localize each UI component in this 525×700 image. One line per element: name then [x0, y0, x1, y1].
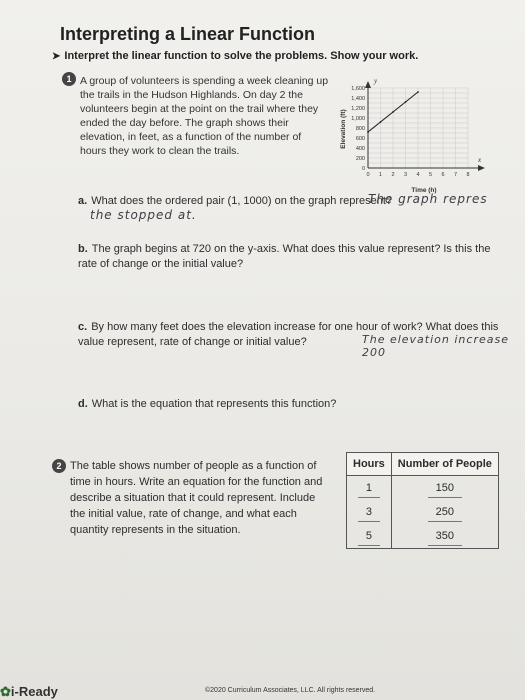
question-d-letter: d. [78, 398, 88, 410]
table-cell-people: 250 [391, 500, 498, 524]
y-tick-labels [351, 86, 365, 172]
question-c-text: By how many feet does the elevation increase for one hour of work? What does this value represent, rate of change or initial value? [78, 321, 499, 348]
x-tick-label: 8 [466, 172, 470, 178]
question-a [78, 194, 392, 209]
copyright-text: ©2020 Curriculum Associates, LLC. All rights reserved. [205, 687, 376, 694]
subtitle-text: Interpret the linear function to solve the problems. Show your work. [64, 50, 419, 62]
x-axis-label: Time (h) [411, 187, 437, 194]
problem-number-badge: 2 [52, 459, 66, 473]
table-row [347, 500, 499, 524]
x-axis-arrow-icon [478, 165, 485, 171]
question-c-letter: c. [78, 321, 88, 333]
question-a-text: What does the ordered pair (1, 1000) on the graph represent? [91, 195, 393, 207]
table-header-people: Number of People [391, 453, 498, 476]
y-tick-label: 1,400 [351, 96, 365, 102]
handwritten-answer-a: The graph repres [368, 192, 488, 206]
data-point [405, 101, 407, 103]
problem2-text: The table shows number of people as a function of time in hours. Write an equation for the function and describe a situation that it could represent. Include the initial value, rate of change, and what each quantity represents in the situation. [70, 460, 323, 536]
table-cell-hours: 1 [347, 476, 392, 501]
handwritten-answer-c: The elevation increase 200 [362, 333, 509, 359]
data-point [367, 131, 369, 133]
graph-grid [368, 88, 468, 168]
problem-number-badge: 1 [62, 72, 76, 86]
y-tick-label: 0 [361, 166, 365, 172]
y-tick-label: 800 [355, 126, 365, 132]
y-tick-label: 400 [355, 146, 365, 152]
leaf-icon: ✿ [0, 684, 11, 699]
y-tick-label: 1,000 [351, 116, 365, 122]
table-cell-people: 150 [391, 476, 498, 501]
data-point [380, 121, 382, 123]
x-tick-label: 4 [416, 172, 420, 178]
x-tick-label: 5 [428, 172, 433, 178]
handwritten-answer-a-line2: the stopped at. [90, 208, 197, 222]
table-header-row [347, 453, 499, 476]
question-b-text: The graph begins at 720 on the y-axis. What does this value represent? Is this the rate of change or the initial value? [78, 243, 491, 270]
y-axis-label: Elevation (ft) [340, 109, 347, 149]
x-tick-label: 2 [391, 172, 395, 178]
problem1-text: A group of volunteers is spending a week cleaning up the trails in the Hudson Highlands. On day 2 the volunteers begin at the point on the trail where they ended the day before. The graph shows their elevation, in feet, as a function of the number of hours they work to clean the trails. [80, 75, 329, 157]
data-point [417, 91, 419, 93]
table-cell-hours: 3 [347, 500, 392, 524]
hours-people-table [346, 452, 499, 549]
table-header-hours: Hours [347, 453, 392, 476]
iready-logo: ✿i-Ready [0, 684, 58, 699]
x-tick-label: 0 [366, 172, 370, 178]
table-row [347, 476, 499, 501]
y-axis-letter: y [374, 77, 378, 85]
x-tick-label: 1 [378, 172, 383, 178]
x-tick-labels [366, 172, 469, 178]
elevation-graph [338, 74, 488, 196]
page-title: Interpreting a Linear Function [60, 24, 316, 44]
x-axis-letter: x [478, 156, 482, 164]
question-a-letter: a. [78, 195, 88, 207]
y-axis-arrow-icon [365, 81, 371, 88]
data-point [392, 111, 394, 113]
question-b-letter: b. [78, 243, 88, 255]
x-tick-label: 7 [453, 172, 458, 178]
arrow-icon: ➤ [52, 51, 61, 62]
page-subtitle [52, 50, 418, 62]
x-tick-label: 3 [403, 172, 408, 178]
table-row [347, 524, 499, 549]
y-tick-label: 1,600 [351, 86, 365, 92]
x-tick-label: 6 [441, 172, 445, 178]
question-b [78, 242, 498, 272]
question-d-text: What is the equation that represents this function? [91, 398, 337, 410]
y-tick-label: 200 [355, 156, 365, 162]
y-tick-label: 600 [355, 136, 365, 142]
table-cell-people: 350 [391, 524, 498, 549]
table-cell-hours: 5 [347, 524, 392, 549]
question-d [78, 397, 336, 412]
y-tick-label: 1,200 [351, 106, 365, 112]
